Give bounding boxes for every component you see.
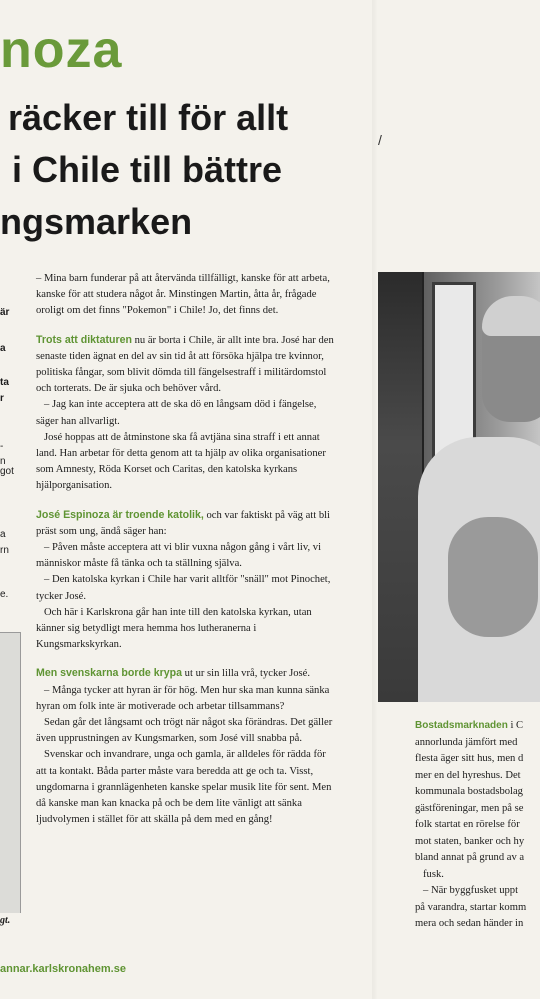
paragraph-text: nu är borta i Chile, är allt inte bra. José har den senaste tiden ägnat en del av sin tid åt att försöka hjälpa tre kvinnor, politiska fångar, som blivit dömda till fängelsestraff i militärdomstol och torterats. De är sjuka och behöver vård. – Jag kan inte acceptera att de ska dö en långsam död i fängelse, säger han allvarligt. José hoppas att de åtminstone ska få avtjäna sina straff i ett annat land. Han arbetar för detta genom att ta hjälp av olika organisationer som Amnesty, Röda Korset och Caritas, den katolska kyrkans hjälporganisation. [36,334,334,492]
left-fragment: - [0,441,4,452]
headline-line-2: i Chile till bättre [12,149,283,190]
left-fragment: got [0,466,14,477]
photo-hair [482,296,540,336]
right-line: på varandra, startar komm [415,901,527,913]
paragraph [36,270,336,320]
portrait-photo [378,272,540,702]
right-line-text: i C [507,720,524,731]
paragraph [36,332,336,495]
paragraph-lead: José Espinoza är troende katolik, [36,508,204,521]
left-fragment: rn [0,545,9,556]
right-line: mera och sedan händer in [415,918,524,929]
article-headline [0,92,340,248]
right-line: folk startat en rörelse för [415,819,520,830]
photo-hands [448,517,538,637]
left-fragment: e. [0,589,9,600]
right-lead: Bostadsmarknaden [415,720,508,731]
paragraph [36,507,336,654]
right-line: fusk. [423,868,444,880]
right-line: flesta äger sitt hus, men d [415,753,524,764]
article-title-fragment: noza [0,21,123,79]
right-line [415,718,540,735]
headline-line-3: ngsmarken [0,201,193,242]
left-fragment: är [0,307,10,318]
gutter-mark: / [378,132,382,148]
left-fragment: a [0,343,6,354]
left-photo-edge [0,632,21,913]
right-line: mot staten, banker och hy [415,835,525,847]
right-line: bland annat på grund av a [415,852,525,863]
left-fragment: ta [0,377,9,388]
paragraph [36,665,336,828]
right-line: gästföreningar, men på se [415,802,524,814]
right-line: annorlunda jämfört med [415,736,518,748]
paragraph-text: och var faktiskt på väg att bli präst som ung, ändå säger han: – Påven måste acceptera att vi blir vuxna någon gång i vårt liv, vi människor måste få tänka och ta ställning själva. – Den katolska kyrkan i Chile har varit alltför "snäll" mot Pinochet, tycker José. Och här i Karlskrona går han inte till den katolska kyrkan, utan känner sig betydligt mera hemma hos lutheranerna i Kungsmarkskyrkan. [36,509,331,651]
left-fragment: n [0,456,6,467]
right-line: mer en del hyreshus. Det [415,769,521,781]
paragraph-text: ut ur sin lilla vrå, tycker José. – Många tycker att hyran är för hög. Men hur ska man kunna sänka hyran om folk inte är motiverade och arbetar tillsammans? Sedan går det långsamt och trögt när något ska förändras. Det gäller även upprustningen av Kungsmarken, som José vill snabba på. Svenskar och invandrare, unga och gamla, är alldeles för rädda för att ta kontakt. Båda parter måste vara beredda att ge och ta. Visst, ungdomarna i grannlägenheten kanske spelar musik lite för sent. Men då kanske man kan knacka på och be dem lite vänligt att sänka ljudvolymen i stället för att skälla på dem med en gång! [36,668,333,826]
paragraph-text: – Mina barn funderar på att återvända tillfälligt, kanske för att arbeta, kanske för att studera något år. Minstingen Martin, åtta år, frågade oroligt om det finns "Pokemon" i Chile! Jo, det finns det. [36,273,330,317]
right-page-text [415,718,540,933]
headline-line-1: räcker till för allt [8,97,289,138]
paragraph-lead: Men svenskarna borde krypa [36,667,183,680]
left-photo-caption: gt. [0,915,11,926]
left-fragment: a [0,529,6,540]
footer-url: annar.karlskronahem.se [0,963,126,975]
right-line: – När byggfusket uppt [423,885,519,896]
left-fragment: r [0,393,4,404]
paragraph-lead: Trots att diktaturen [36,333,132,346]
right-line: kommunala bostadsbolag [415,786,523,797]
article-body [36,270,336,841]
